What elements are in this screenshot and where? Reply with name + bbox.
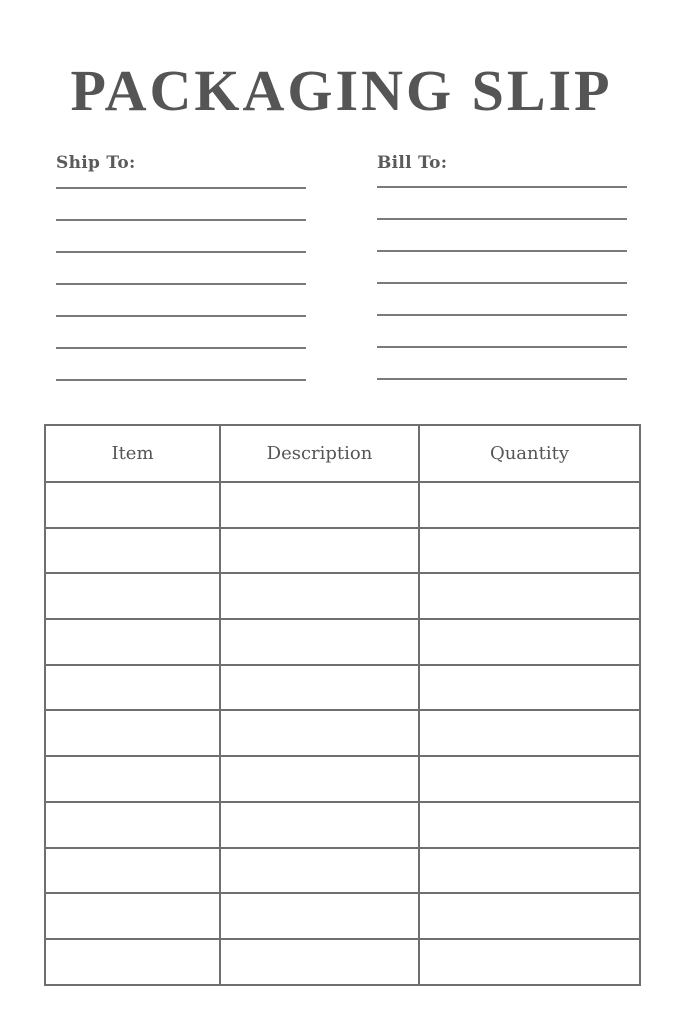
item-cell[interactable] xyxy=(45,665,220,711)
item-cell[interactable] xyxy=(45,802,220,848)
quantity-cell[interactable] xyxy=(419,528,640,574)
description-cell[interactable] xyxy=(220,528,419,574)
table-row xyxy=(45,573,640,619)
description-cell[interactable] xyxy=(220,573,419,619)
quantity-cell[interactable] xyxy=(419,665,640,711)
quantity-cell[interactable] xyxy=(419,893,640,939)
quantity-cell[interactable] xyxy=(419,802,640,848)
table-row xyxy=(45,802,640,848)
quantity-cell[interactable] xyxy=(419,848,640,894)
description-cell[interactable] xyxy=(220,756,419,802)
items-table xyxy=(44,424,641,986)
bill-to-line-4[interactable] xyxy=(377,282,627,284)
bill-to-line-5[interactable] xyxy=(377,314,627,316)
column-header-description: Description xyxy=(220,425,419,482)
bill-to-label: Bill To: xyxy=(377,153,448,173)
ship-to-line-2[interactable] xyxy=(56,219,306,221)
item-cell[interactable] xyxy=(45,619,220,665)
description-cell[interactable] xyxy=(220,710,419,756)
quantity-cell[interactable] xyxy=(419,619,640,665)
bill-to-line-2[interactable] xyxy=(377,218,627,220)
table-row xyxy=(45,893,640,939)
description-cell[interactable] xyxy=(220,665,419,711)
bill-to-line-1[interactable] xyxy=(377,186,627,188)
description-cell[interactable] xyxy=(220,802,419,848)
table-row xyxy=(45,619,640,665)
column-header-item: Item xyxy=(45,425,220,482)
description-cell[interactable] xyxy=(220,619,419,665)
quantity-cell[interactable] xyxy=(419,756,640,802)
ship-to-line-1[interactable] xyxy=(56,187,306,189)
table-row xyxy=(45,665,640,711)
item-cell[interactable] xyxy=(45,528,220,574)
table-row xyxy=(45,939,640,985)
table-header-row xyxy=(45,425,640,482)
table-row xyxy=(45,482,640,528)
ship-to-line-4[interactable] xyxy=(56,283,306,285)
item-cell[interactable] xyxy=(45,756,220,802)
ship-to-line-5[interactable] xyxy=(56,315,306,317)
description-cell[interactable] xyxy=(220,482,419,528)
quantity-cell[interactable] xyxy=(419,482,640,528)
item-cell[interactable] xyxy=(45,573,220,619)
table-row xyxy=(45,848,640,894)
ship-to-section xyxy=(56,150,306,176)
description-cell[interactable] xyxy=(220,939,419,985)
quantity-cell[interactable] xyxy=(419,573,640,619)
bill-to-line-3[interactable] xyxy=(377,250,627,252)
item-cell[interactable] xyxy=(45,893,220,939)
item-cell[interactable] xyxy=(45,710,220,756)
bill-to-line-7[interactable] xyxy=(377,378,627,380)
table-row xyxy=(45,710,640,756)
description-cell[interactable] xyxy=(220,893,419,939)
ship-to-line-7[interactable] xyxy=(56,379,306,381)
bill-to-section xyxy=(377,150,627,176)
table-row xyxy=(45,756,640,802)
ship-to-line-3[interactable] xyxy=(56,251,306,253)
page-title: PACKAGING SLIP xyxy=(70,58,613,123)
item-cell[interactable] xyxy=(45,939,220,985)
ship-to-label: Ship To: xyxy=(56,153,136,173)
item-cell[interactable] xyxy=(45,848,220,894)
column-header-quantity: Quantity xyxy=(419,425,640,482)
item-cell[interactable] xyxy=(45,482,220,528)
quantity-cell[interactable] xyxy=(419,939,640,985)
description-cell[interactable] xyxy=(220,848,419,894)
bill-to-line-6[interactable] xyxy=(377,346,627,348)
quantity-cell[interactable] xyxy=(419,710,640,756)
ship-to-line-6[interactable] xyxy=(56,347,306,349)
table-row xyxy=(45,528,640,574)
